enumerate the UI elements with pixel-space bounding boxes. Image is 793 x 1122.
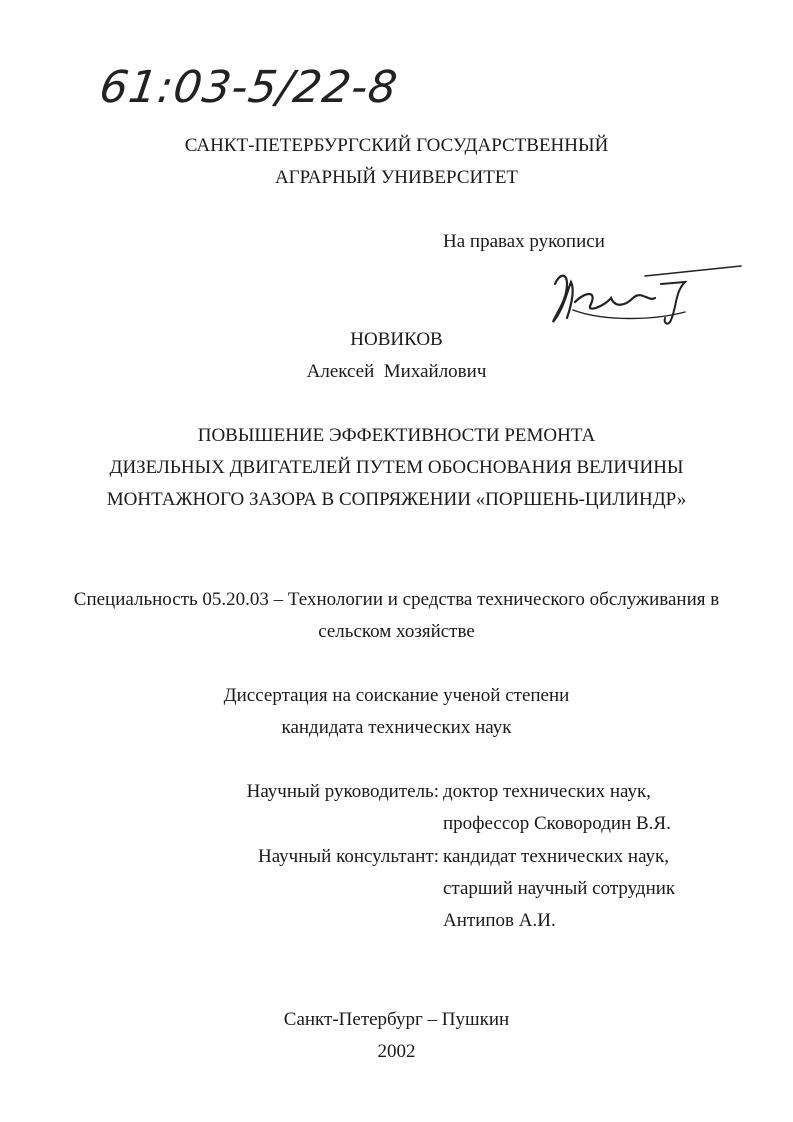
signature-icon <box>545 262 745 332</box>
specialty-line-1: Специальность 05.20.03 – Технологии и средства технического обслуживания в <box>73 589 720 610</box>
supervisor-line-1: доктор технических наук, <box>443 781 651 802</box>
supervisor-line-2: профессор Сковородин В.Я. <box>443 813 671 834</box>
thesis-title-line-2: ДИЗЕЛЬНЫХ ДВИГАТЕЛЕЙ ПУТЕМ ОБОСНОВАНИЯ ВЕЛИЧИНЫ <box>109 457 684 478</box>
manuscript-note: На правах рукописи <box>443 231 605 252</box>
consultant-line-2: старший научный сотрудник <box>443 878 676 899</box>
degree-line-1: Диссертация на соискание ученой степени <box>223 685 570 706</box>
thesis-title-line-3: МОНТАЖНОГО ЗАЗОРА В СОПРЯЖЕНИИ «ПОРШЕНЬ-ЦИЛИНДР» <box>106 489 687 510</box>
consultant-line-1: кандидат технических наук, <box>443 846 670 867</box>
supervisor-label: Научный руководитель: <box>246 781 439 802</box>
degree-line-2: кандидата технических наук <box>281 717 512 738</box>
thesis-title-line-1: ПОВЫШЕНИЕ ЭФФЕКТИВНОСТИ РЕМОНТА <box>197 425 596 446</box>
consultant-line-3: Антипов А.И. <box>443 910 556 931</box>
author-name: Алексей Михайлович <box>306 361 487 382</box>
institution-line-1: САНКТ-ПЕТЕРБУРГСКИЙ ГОСУДАРСТВЕННЫЙ <box>184 135 609 156</box>
year: 2002 <box>377 1041 416 1062</box>
place: Санкт-Петербург – Пушкин <box>283 1009 510 1030</box>
author-surname: НОВИКОВ <box>350 329 443 350</box>
archive-code: 61:03-5/22-8 <box>96 62 401 113</box>
specialty-line-2: сельском хозяйстве <box>318 621 475 642</box>
institution-line-2: АГРАРНЫЙ УНИВЕРСИТЕТ <box>274 167 519 188</box>
consultant-label: Научный консультант: <box>257 846 439 867</box>
